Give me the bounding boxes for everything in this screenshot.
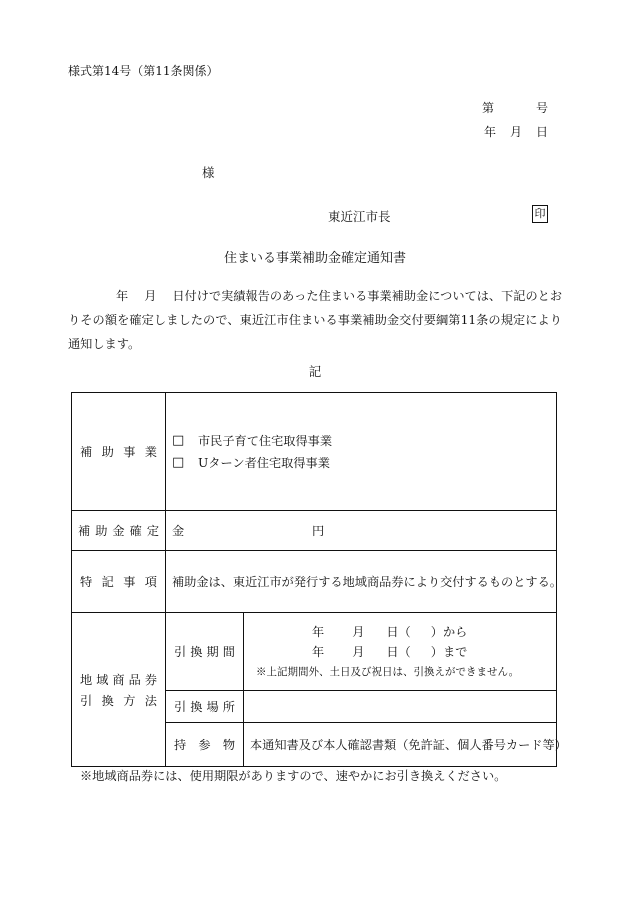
spaced-label: 引 換 方 法 <box>80 693 157 708</box>
spaced-label: 特 記 事 項 <box>80 575 157 589</box>
date-day: 日 <box>535 125 548 139</box>
period-from: から <box>442 625 468 639</box>
label-exchange-method <box>72 613 166 767</box>
period-until-line <box>250 642 550 662</box>
label-exchange-place <box>166 691 244 723</box>
period-year: 年 <box>312 625 325 639</box>
spaced-label: 持 参 物 <box>174 738 235 752</box>
row-special-notes <box>72 551 557 613</box>
period-day: 日（ <box>386 625 411 639</box>
option-label: 市民子育て住宅取得事業 <box>198 434 333 448</box>
checkbox-icon[interactable]: □ <box>172 433 185 448</box>
label-exchange-period <box>166 613 244 691</box>
period-year: 年 <box>312 645 325 659</box>
period-note: ※上記期間外、土日及び祝日は、引換えができません。 <box>256 666 520 678</box>
form-number: 様式第14号（第11条関係） <box>68 64 219 78</box>
spaced-label: 補 助 事 業 <box>80 445 157 459</box>
document-title: 住まいる事業補助金確定通知書 <box>223 251 406 266</box>
spaced-label: 補 助 金 確 定 <box>78 524 159 538</box>
recipient-suffix: 様 <box>202 165 215 180</box>
body-text: 日付けで実績報告のあった住まいる事業補助金については、下記のとおりその額を確定しましたので、東近江市住まいる事業補助金交付要綱第11条の規定により通知します。 <box>68 289 563 351</box>
label-confirmed-amount <box>72 511 166 551</box>
issuer-name: 東近江市長 <box>328 209 391 224</box>
document-number-date <box>482 96 548 144</box>
body-paragraph <box>68 284 562 356</box>
confirmed-amount-value <box>166 511 557 551</box>
period-month: 月 <box>352 645 365 659</box>
items-to-bring-value: 本通知書及び本人確認書類（免許証、個人番号カード等） <box>244 723 557 767</box>
row-subsidy-project <box>72 393 557 511</box>
seal-mark: 印 <box>532 205 548 223</box>
period-from-line <box>250 622 550 642</box>
date-year: 年 <box>483 125 496 139</box>
subsidy-project-options <box>166 393 557 511</box>
period-until: まで <box>442 645 468 659</box>
ki-heading: 記 <box>308 364 322 379</box>
checkbox-icon[interactable]: □ <box>172 455 185 470</box>
period-close: ） <box>430 625 443 639</box>
spaced-label: 地 域 商 品 券 <box>80 672 157 687</box>
exchange-place-value <box>244 691 557 723</box>
document-number <box>482 96 548 120</box>
special-notes-value: 補助金は、東近江市が発行する地域商品券により交付するものとする。 <box>166 551 557 613</box>
doc-number-dai: 第 <box>481 101 494 115</box>
label-items-to-bring <box>166 723 244 767</box>
amount-en: 円 <box>311 524 325 538</box>
row-confirmed-amount <box>72 511 557 551</box>
amount-kin: 金 <box>172 524 185 538</box>
spaced-label: 引 換 期 間 <box>174 645 235 659</box>
option-row <box>172 430 550 452</box>
spaced-label: 引 換 場 所 <box>174 700 235 714</box>
period-month: 月 <box>352 625 365 639</box>
issue-date <box>482 120 548 144</box>
date-month: 月 <box>509 125 522 139</box>
row-exchange-period <box>72 613 557 691</box>
option-label: Uターン者住宅取得事業 <box>198 456 330 470</box>
period-day: 日（ <box>386 645 411 659</box>
period-close: ） <box>430 645 443 659</box>
footer-note: ※地域商品券には、使用期限がありますので、速やかにお引き換えください。 <box>80 769 507 783</box>
label-subsidy-project <box>72 393 166 511</box>
label-special-notes <box>72 551 166 613</box>
doc-number-go: 号 <box>535 101 548 115</box>
exchange-period-value <box>244 613 557 691</box>
option-row <box>172 452 550 474</box>
body-month: 月 <box>144 289 157 303</box>
details-table <box>71 392 567 767</box>
body-year: 年 <box>116 289 129 303</box>
